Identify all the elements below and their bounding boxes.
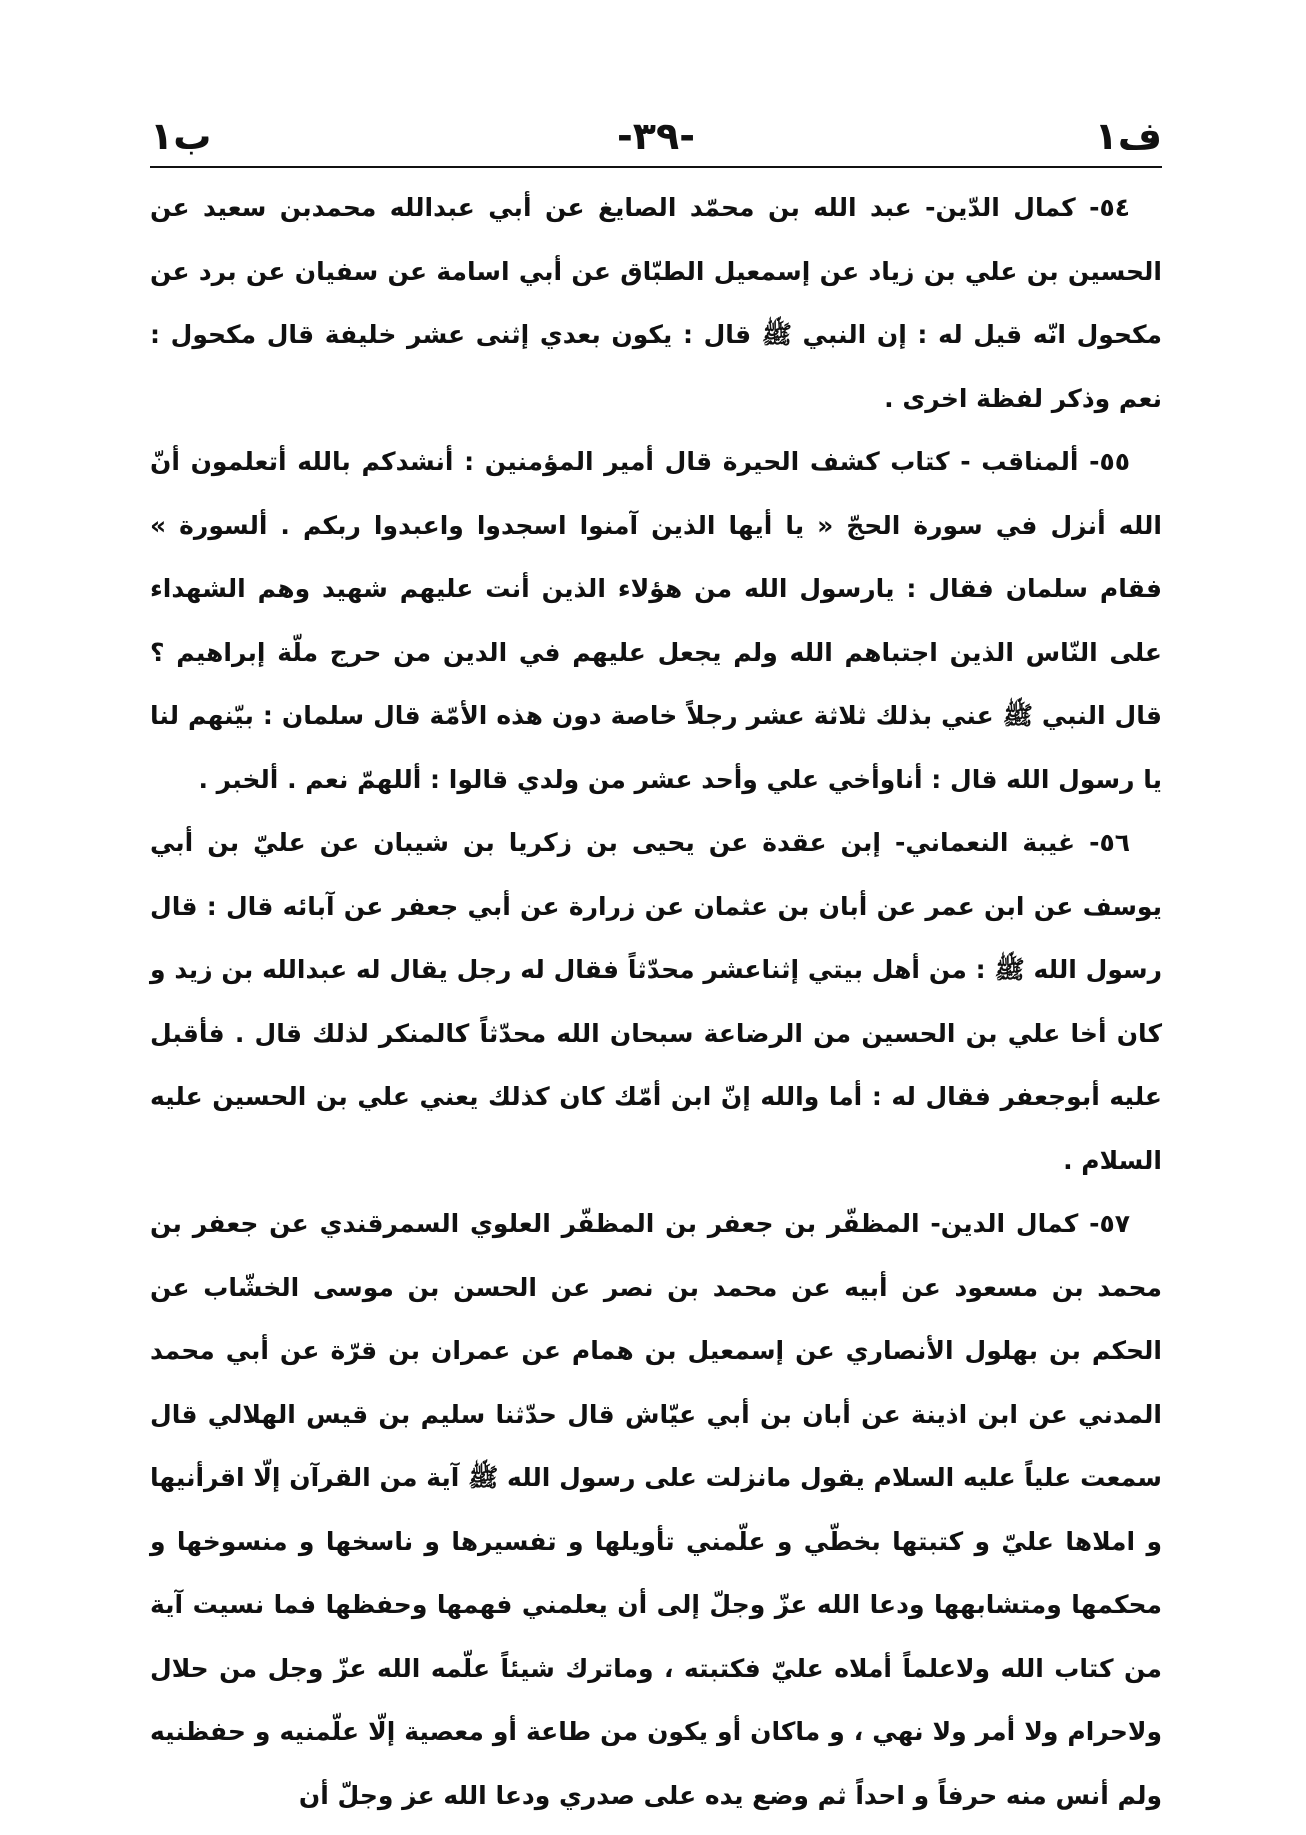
paragraph-number: ٥٧-	[1089, 1209, 1130, 1238]
paragraph-number: ٥٤-	[1089, 193, 1130, 222]
page-number: -٣٩-	[617, 114, 695, 158]
paragraph-text: غيبة النعماني- إبن عقدة عن يحيى بن زكريا بن شيبان عن عليّ بن أبي يوسف عن ابن عمر عن أبان بن عثمان عن زرارة عن أبي جعفر عن آبائه قال : قال رسول الله ﷺ : من أهل بيتي إثناعشر محدّثاً فقال له رجل يقال له عبدالله بن زيد و كان أخا علي بن الحسين من الرضاعة سبحان الله محدّثاً كالمنكر لذلك قال . فأقبل عليه أبوجعفر فقال له : أما والله إنّ ابن أمّك كان كذلك يعني علي بن الحسين عليه السلام .	[150, 828, 1162, 1175]
paragraph-text: كمال الدّين- عبد الله بن محمّد الصايغ عن أبي عبدالله محمدبن سعيد عن الحسين بن علي بن زياد عن إسمعيل الطبّاق عن أبي اسامة عن سفيان عن برد عن مكحول انّه قيل له : إن النبي ﷺ قال : يكون بعدي إثنى عشر خليفة قال مكحول : نعم وذكر لفظة اخرى .	[150, 193, 1162, 413]
paragraph-number: ٥٥-	[1089, 447, 1130, 476]
paragraph-number: ٥٦-	[1089, 828, 1130, 857]
paragraph-57	[150, 1192, 1162, 1827]
header-left-mark: ب١	[150, 114, 212, 158]
paragraph-text: ألمناقب - كتاب كشف الحيرة قال أمير المؤمنين : أنشدكم بالله أتعلمون أنّ الله أنزل في سورة الحجّ « يا أيها الذين آمنوا اسجدوا واعبدوا ربكم . ألسورة » فقام سلمان فقال : يارسول الله من هؤلاء الذين أنت عليهم شهيد وهم الشهداء على النّاس الذين اجتباهم الله ولم يجعل عليهم في الدين من حرج ملّة إبراهيم ؟ قال النبي ﷺ عني بذلك ثلاثة عشر رجلاً خاصة دون هذه الأمّة قال سلمان : بيّنهم لنا يا رسول الله قال : أناوأخي علي وأحد عشر من ولدي قالوا : أللهمّ نعم . ألخبر .	[150, 447, 1162, 794]
header-rule	[150, 166, 1162, 168]
paragraph-text: كمال الدين- المظفّر بن جعفر بن المظفّر العلوي السمرقندي عن جعفر بن محمد بن مسعود عن أبيه عن محمد بن نصر عن الحسن بن موسى الخشّاب عن الحكم بن بهلول الأنصاري عن إسمعيل بن همام عن عمران بن قرّة عن أبي محمد المدني عن ابن اذينة عن أبان بن أبي عيّاش قال حدّثنا سليم بن قيس الهلالي قال سمعت علياً عليه السلام يقول مانزلت على رسول الله ﷺ آية من القرآن إلّا اقرأنيها و املاها عليّ و كتبتها بخطّي و علّمني تأويلها و تفسيرها و ناسخها و منسوخها و محكمها ومتشابهها ودعا الله عزّ وجلّ إلى أن يعلمني فهمها وحفظها فما نسيت آية من كتاب الله ولاعلماً أملاه عليّ فكتبته ، وماترك شيئاً علّمه الله عزّ وجل من حلال ولاحرام ولا أمر ولا نهي ، و ماكان أو يكون من طاعة أو معصية إلّا علّمنيه و حفظنيه ولم أنس منه حرفاً و احداً ثم وضع يده على صدري ودعا الله عز وجلّ أن	[150, 1209, 1162, 1810]
body-text	[150, 176, 1162, 1827]
paragraph-56	[150, 811, 1162, 1192]
header-right-mark: ف١	[1094, 114, 1162, 158]
page-header	[150, 108, 1162, 164]
paragraph-55	[150, 430, 1162, 811]
paragraph-54	[150, 176, 1162, 430]
